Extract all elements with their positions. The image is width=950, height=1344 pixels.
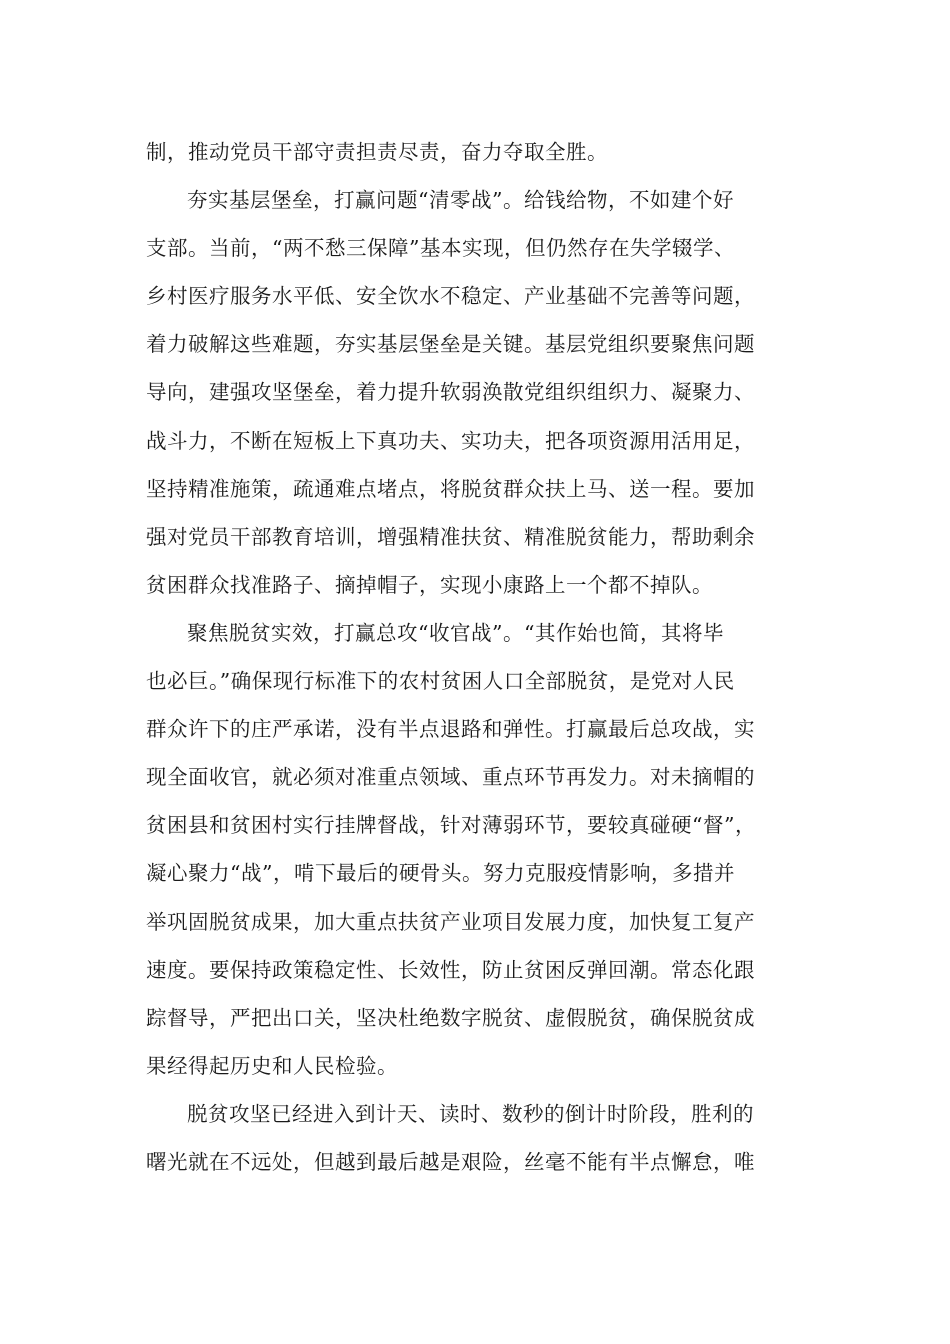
text-line: 乡村医疗服务水平低、安全饮水不稳定、产业基础不完善等问题， — [146, 284, 755, 309]
text-line: 导向，建强攻坚堡垒，着力提升软弱涣散党组织组织力、凝聚力、 — [146, 380, 755, 405]
text-line: 举巩固脱贫成果，加大重点扶贫产业项目发展力度，加快复工复产 — [146, 909, 755, 934]
paragraph-first-line: 聚焦脱贫实效，打赢总攻“收官战”。“其作始也简，其将毕 — [187, 620, 724, 645]
text-line: 速度。要保持政策稳定性、长效性，防止贫困反弹回潮。常态化跟 — [146, 957, 755, 982]
text-line: 贫困县和贫困村实行挂牌督战，针对薄弱环节，要较真碰硬“督”， — [146, 813, 756, 838]
text-line: 踪督导，严把出口关，坚决杜绝数字脱贫、虚假脱贫，确保脱贫成 — [146, 1005, 755, 1030]
text-line: 也必巨。”确保现行标准下的农村贫困人口全部脱贫，是党对人民 — [146, 669, 735, 694]
text-line: 群众许下的庄严承诺，没有半点退路和弹性。打赢最后总攻战，实 — [146, 717, 755, 742]
document-body — [146, 128, 808, 1186]
paragraph-first-line: 脱贫攻坚已经进入到计天、读时、数秒的倒计时阶段，胜利的 — [187, 1101, 754, 1126]
text-line: 果经得起历史和人民检验。 — [146, 1053, 398, 1078]
text-line: 凝心聚力“战”，啃下最后的硬骨头。努力克服疫情影响，多措并 — [146, 861, 735, 886]
text-line: 坚持精准施策，疏通难点堵点，将脱贫群众扶上马、送一程。要加 — [146, 476, 755, 501]
text-line: 强对党员干部教育培训，增强精准扶贫、精准脱贫能力，帮助剩余 — [146, 524, 755, 549]
text-line: 现全面收官，就必须对准重点领域、重点环节再发力。对未摘帽的 — [146, 765, 755, 790]
text-line: 贫困群众找准路子、摘掉帽子，实现小康路上一个都不掉队。 — [146, 572, 713, 597]
paragraph-first-line: 夯实基层堡垒，打赢问题“清零战”。给钱给物，不如建个好 — [187, 188, 734, 213]
text-line: 着力破解这些难题，夯实基层堡垒是关键。基层党组织要聚焦问题 — [146, 332, 755, 357]
text-line: 支部。当前，“两不愁三保障”基本实现，但仍然存在失学辍学、 — [146, 236, 735, 261]
text-line: 曙光就在不远处，但越到最后越是艰险，丝毫不能有半点懈怠，唯 — [146, 1149, 755, 1174]
text-line: 制，推动党员干部守责担责尽责，奋力夺取全胜。 — [146, 140, 608, 164]
text-line: 战斗力，不断在短板上下真功夫、实功夫，把各项资源用活用足， — [146, 428, 755, 453]
